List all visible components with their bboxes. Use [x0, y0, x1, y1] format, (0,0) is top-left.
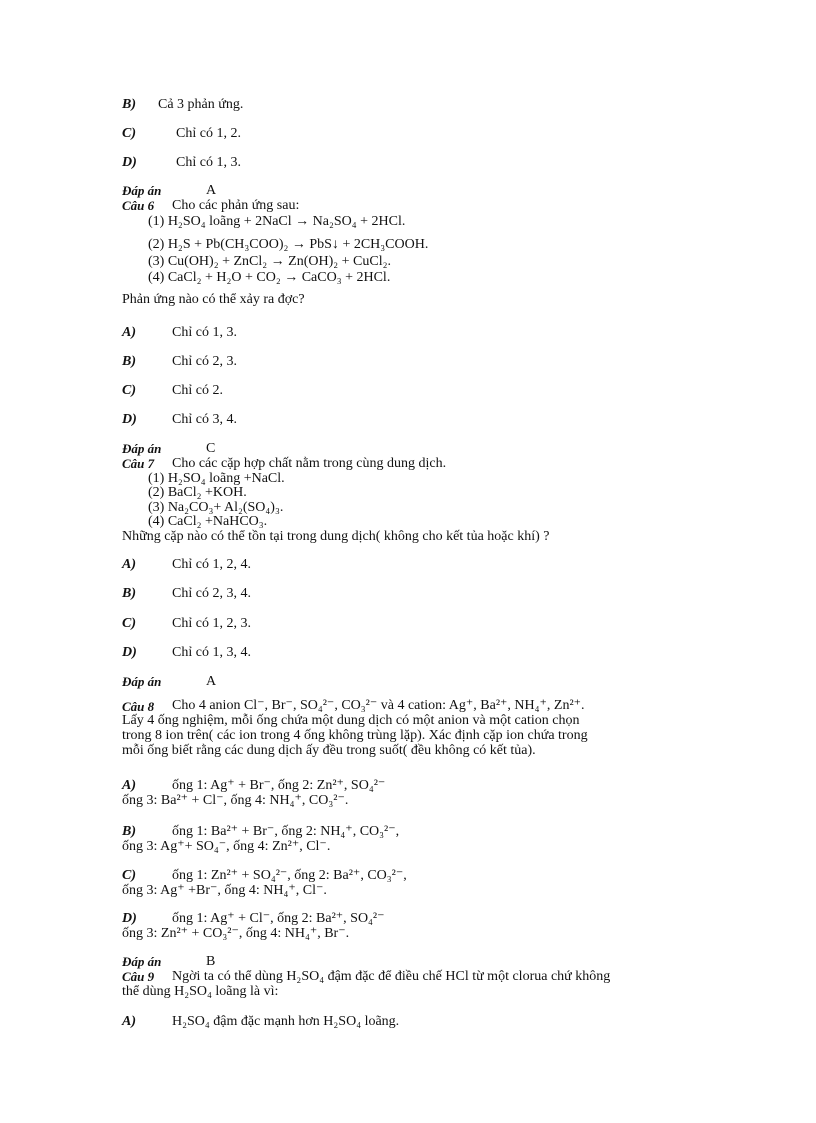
q8-option-b-label: B) — [122, 824, 136, 839]
q8-option-b-line-1: ống 1: Ba²⁺ + Br⁻, ống 2: NH₄⁺, CO₃²⁻, — [172, 824, 400, 839]
q8-answer-value: B — [206, 954, 216, 969]
q5-option-b-text: Cả 3 phản ứng. — [158, 97, 244, 112]
q7-option-a-label: A) — [122, 557, 136, 572]
q7-pair-3: (3) Na₂CO₃+ Al₂(SO₄)₃. — [148, 500, 284, 515]
q5-option-c-text: Chỉ có 1, 2. — [176, 126, 241, 141]
q6-title: Câu 6 — [122, 198, 155, 213]
q6-answer-label: Đáp án — [122, 441, 162, 456]
q8-option-b-line-2: ống 3: Ag⁺+ SO₄⁻, ống 4: Zn²⁺, Cl⁻. — [122, 839, 331, 854]
q6-reaction-3: (3) Cu(OH)₂ + ZnCl₂ → Zn(OH)₂ + CuCl₂. — [148, 254, 391, 269]
q8-option-d-label: D) — [122, 911, 137, 926]
q8-line-4: mỗi ống biết rằng các dung dịch ấy đều trong suốt( đều không có kết tủa). — [122, 743, 536, 758]
q7-option-d-label: D) — [122, 645, 137, 660]
q7-option-c-text: Chỉ có 1, 2, 3. — [172, 616, 251, 631]
q6-answer-value: C — [206, 441, 216, 456]
q8-option-d-line-2: ống 3: Zn²⁺ + CO₃²⁻, ống 4: NH₄⁺, Br⁻. — [122, 926, 350, 941]
q8-line-1: Cho 4 anion Cl⁻, Br⁻, SO₄²⁻, CO₃²⁻ và 4 cation: Ag⁺, Ba²⁺, NH₄⁺, Zn²⁺. — [172, 698, 585, 713]
q8-option-a-line-1: ống 1: Ag⁺ + Br⁻, ống 2: Zn²⁺, SO₄²⁻ — [172, 778, 386, 793]
q8-option-a-label: A) — [122, 778, 136, 793]
q8-option-c-line-2: ống 3: Ag⁺ +Br⁻, ống 4: NH₄⁺, Cl⁻. — [122, 883, 327, 898]
q7-option-b-label: B) — [122, 586, 136, 601]
q7-option-d-text: Chỉ có 1, 3, 4. — [172, 645, 251, 660]
q6-reaction-4: (4) CaCl₂ + H₂O + CO₂ → CaCO₃ + 2HCl. — [148, 270, 391, 285]
q7-answer-value: A — [206, 674, 217, 689]
q9-line-1: Ngời ta có thể dùng H₂SO₄ đậm đặc để điều chế HCl từ một clorua chứ không — [172, 969, 611, 984]
q8-option-d-line-1: ống 1: Ag⁺ + Cl⁻, ống 2: Ba²⁺, SO₄²⁻ — [172, 911, 385, 926]
q8-answer-label: Đáp án — [122, 954, 162, 969]
q7-intro: Cho các cặp hợp chất nằm trong cùng dung dịch. — [172, 456, 447, 471]
q8-option-c-line-1: ống 1: Zn²⁺ + SO₄²⁻, ống 2: Ba²⁺, CO₃²⁻, — [172, 868, 407, 883]
q7-pair-1: (1) H₂SO₄ loãng +NaCl. — [148, 471, 285, 486]
q7-option-b-text: Chỉ có 2, 3, 4. — [172, 586, 251, 601]
q6-reaction-2: (2) H₂S + Pb(CH₃COO)₂ → PbS↓ + 2CH₃COOH. — [148, 237, 429, 252]
q5-option-d-text: Chỉ có 1, 3. — [176, 155, 241, 170]
q8-option-a-line-2: ống 3: Ba²⁺ + Cl⁻, ống 4: NH₄⁺, CO₃²⁻. — [122, 793, 349, 808]
q6-intro: Cho các phản ứng sau: — [172, 198, 300, 213]
q9-title: Câu 9 — [122, 969, 155, 984]
q6-option-b-text: Chỉ có 2, 3. — [172, 354, 237, 369]
q5-option-d-label: D) — [122, 155, 137, 170]
q8-option-c-label: C) — [122, 868, 136, 883]
q7-option-c-label: C) — [122, 616, 136, 631]
q6-option-d-label: D) — [122, 412, 137, 427]
q5-option-c-label: C) — [122, 126, 136, 141]
q8-line-2: Lấy 4 ống nghiệm, mỗi ống chứa một dung dịch có một anion và một cation chọn — [122, 713, 580, 728]
q7-pair-2: (2) BaCl₂ +KOH. — [148, 485, 247, 500]
q6-option-d-text: Chỉ có 3, 4. — [172, 412, 237, 427]
q6-reaction-1: (1) H₂SO₄ loãng + 2NaCl → Na₂SO₄ + 2HCl. — [148, 214, 406, 229]
q8-line-3: trong 8 ion trên( các ion trong 4 ống không trùng lặp). Xác định cặp ion chứa trong — [122, 728, 588, 743]
q7-title: Câu 7 — [122, 456, 155, 471]
q9-line-2: thể dùng H₂SO₄ loãng là vì: — [122, 984, 279, 999]
q7-answer-label: Đáp án — [122, 674, 162, 689]
q5-answer-value: A — [206, 183, 217, 198]
q5-option-b-label: B) — [122, 97, 136, 112]
q7-option-a-text: Chỉ có 1, 2, 4. — [172, 557, 251, 572]
q9-option-a-label: A) — [122, 1014, 136, 1029]
q5-answer-label: Đáp án — [122, 183, 162, 198]
q6-option-b-label: B) — [122, 354, 136, 369]
q6-option-a-text: Chỉ có 1, 3. — [172, 325, 237, 340]
q9-option-a-text: H₂SO₄ đậm đặc mạnh hơn H₂SO₄ loãng. — [172, 1014, 400, 1029]
q6-option-c-text: Chỉ có 2. — [172, 383, 223, 398]
q8-title: Câu 8 — [122, 699, 155, 714]
q6-option-a-label: A) — [122, 325, 136, 340]
q7-pair-4: (4) CaCl₂ +NaHCO₃. — [148, 514, 268, 529]
q6-option-c-label: C) — [122, 383, 136, 398]
q6-question: Phản ứng nào có thể xảy ra đợc? — [122, 292, 305, 307]
q7-question: Những cặp nào có thể tồn tại trong dung dịch( không cho kết tủa hoặc khí) ? — [122, 529, 550, 544]
